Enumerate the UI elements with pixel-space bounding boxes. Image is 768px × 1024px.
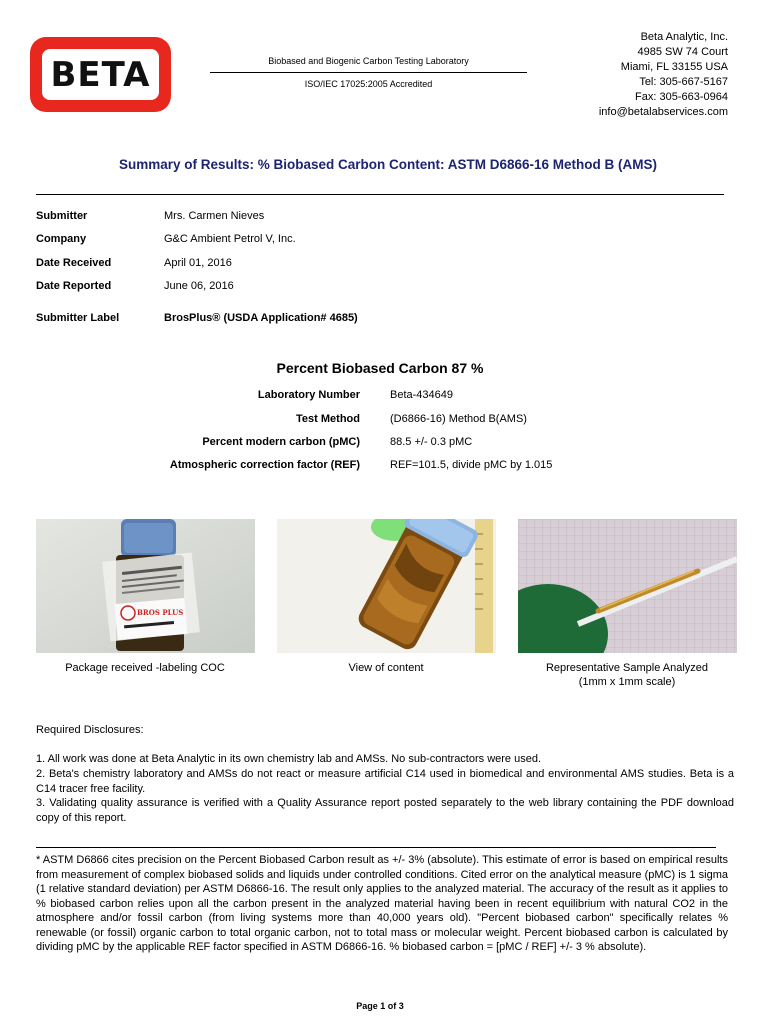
ref-label: Atmospheric correction factor (REF) [169, 459, 360, 471]
submitter-label: Submitter [36, 210, 88, 222]
photo-caption-content: View of content [348, 662, 424, 674]
lab-number-label: Laboratory Number [257, 389, 360, 401]
submitter-value: Mrs. Carmen Nieves [164, 210, 265, 222]
lab-number-value: Beta-434649 [390, 389, 453, 401]
address-line: Tel: 305-667-5167 [639, 76, 728, 88]
footnote-divider [36, 847, 716, 848]
caption-line: Representative Sample Analyzed [545, 662, 709, 674]
pmc-value: 88.5 +/- 0.3 pMC [390, 436, 473, 448]
disclosure-item: 3. Validating quality assurance is verified with a Quality Assurance report posted separately to the web library containing the PDF download copy of this report. [36, 797, 734, 824]
logo-text: BETA [50, 54, 151, 95]
test-method-value: (D6866-16) Method B(AMS) [390, 413, 527, 425]
footnote: * ASTM D6866 cites precision on the Percent Biobased Carbon result as +/- 3% (absolute). This estimate of error is based on empirical results from measurement of complex biobased solids and liquids under controlled conditions. Cited error on the analytical measure (pMC) is 1 sigma (1 relative standard deviation) per ASTM D6866-16. The result only applies to the analyzed material. The accuracy of the result as it applies to % biobased carbon relies upon all the carbon present in the analyzed material having been in recent equilibrium with natural CO2 in the atmosphere and/or fossil carbon (from living systems more than 40,000 years old). "Percent biobased carbon" specifically relates % renewable (or fossil) organic carbon to total organic carbon, not to total mass or molecular weight. Percent biobased carbon is calculated by dividing pMC by the applicable REF factor specified in ASTM D6866-16. % biobased carbon = [pMC / REF] +/- 3 % absolute). [36, 854, 728, 953]
submitter-label-value: BrosPlus® (USDA Application# 4685) [164, 312, 358, 324]
package-label-brand: BROS PLUS [137, 608, 184, 617]
address-line: Beta Analytic, Inc. [640, 31, 728, 43]
summary-title: Summary of Results: % Biobased Carbon Content: ASTM D6866-16 Method B (AMS) [118, 157, 658, 172]
page-number: Page 1 of 3 [356, 1001, 404, 1011]
disclosure-item: 2. Beta's chemistry laboratory and AMSs do not react or measure artificial C14 used in biomedical and environmental AMS studies. Beta is a C14 tracer free facility. [36, 768, 734, 795]
caption-line: (1mm x 1mm scale) [578, 676, 676, 688]
company-address [599, 30, 728, 120]
address-line: Miami, FL 33155 USA [620, 61, 728, 73]
date-reported-label: Date Reported [36, 280, 112, 292]
photo-caption-sample [497, 661, 757, 689]
section-divider [36, 194, 724, 195]
address-line: Fax: 305-663-0964 [635, 91, 728, 103]
date-received-label: Date Received [36, 257, 112, 269]
address-email: info@betalabservices.com [598, 106, 728, 118]
date-received-value: April 01, 2016 [164, 257, 232, 269]
date-reported-value: June 06, 2016 [164, 280, 234, 292]
submitter-label-label: Submitter Label [36, 312, 120, 324]
ref-value: REF=101.5, divide pMC by 1.015 [390, 459, 553, 471]
sample-photo [518, 519, 737, 653]
disclosure-item: 1. All work was done at Beta Analytic in its own chemistry lab and AMSs. No sub-contractors were used. [36, 753, 542, 765]
header-divider [210, 72, 527, 73]
disclosures-heading: Required Disclosures: [36, 724, 144, 736]
percent-biobased-heading: Percent Biobased Carbon 87 % [276, 360, 484, 376]
photo-caption-package: Package received -labeling COC [65, 662, 225, 674]
company-value: G&C Ambient Petrol V, Inc. [164, 233, 296, 245]
accreditation: ISO/IEC 17025:2005 Accredited [304, 79, 433, 89]
beta-logo [30, 37, 171, 112]
vial-photo [277, 519, 496, 653]
lab-title: Biobased and Biogenic Carbon Testing Laboratory [268, 56, 469, 66]
pmc-label: Percent modern carbon (pMC) [202, 436, 360, 448]
address-line: 4985 SW 74 Court [637, 46, 728, 58]
package-photo [36, 519, 255, 653]
test-method-label: Test Method [296, 413, 360, 425]
company-label: Company [36, 233, 87, 245]
